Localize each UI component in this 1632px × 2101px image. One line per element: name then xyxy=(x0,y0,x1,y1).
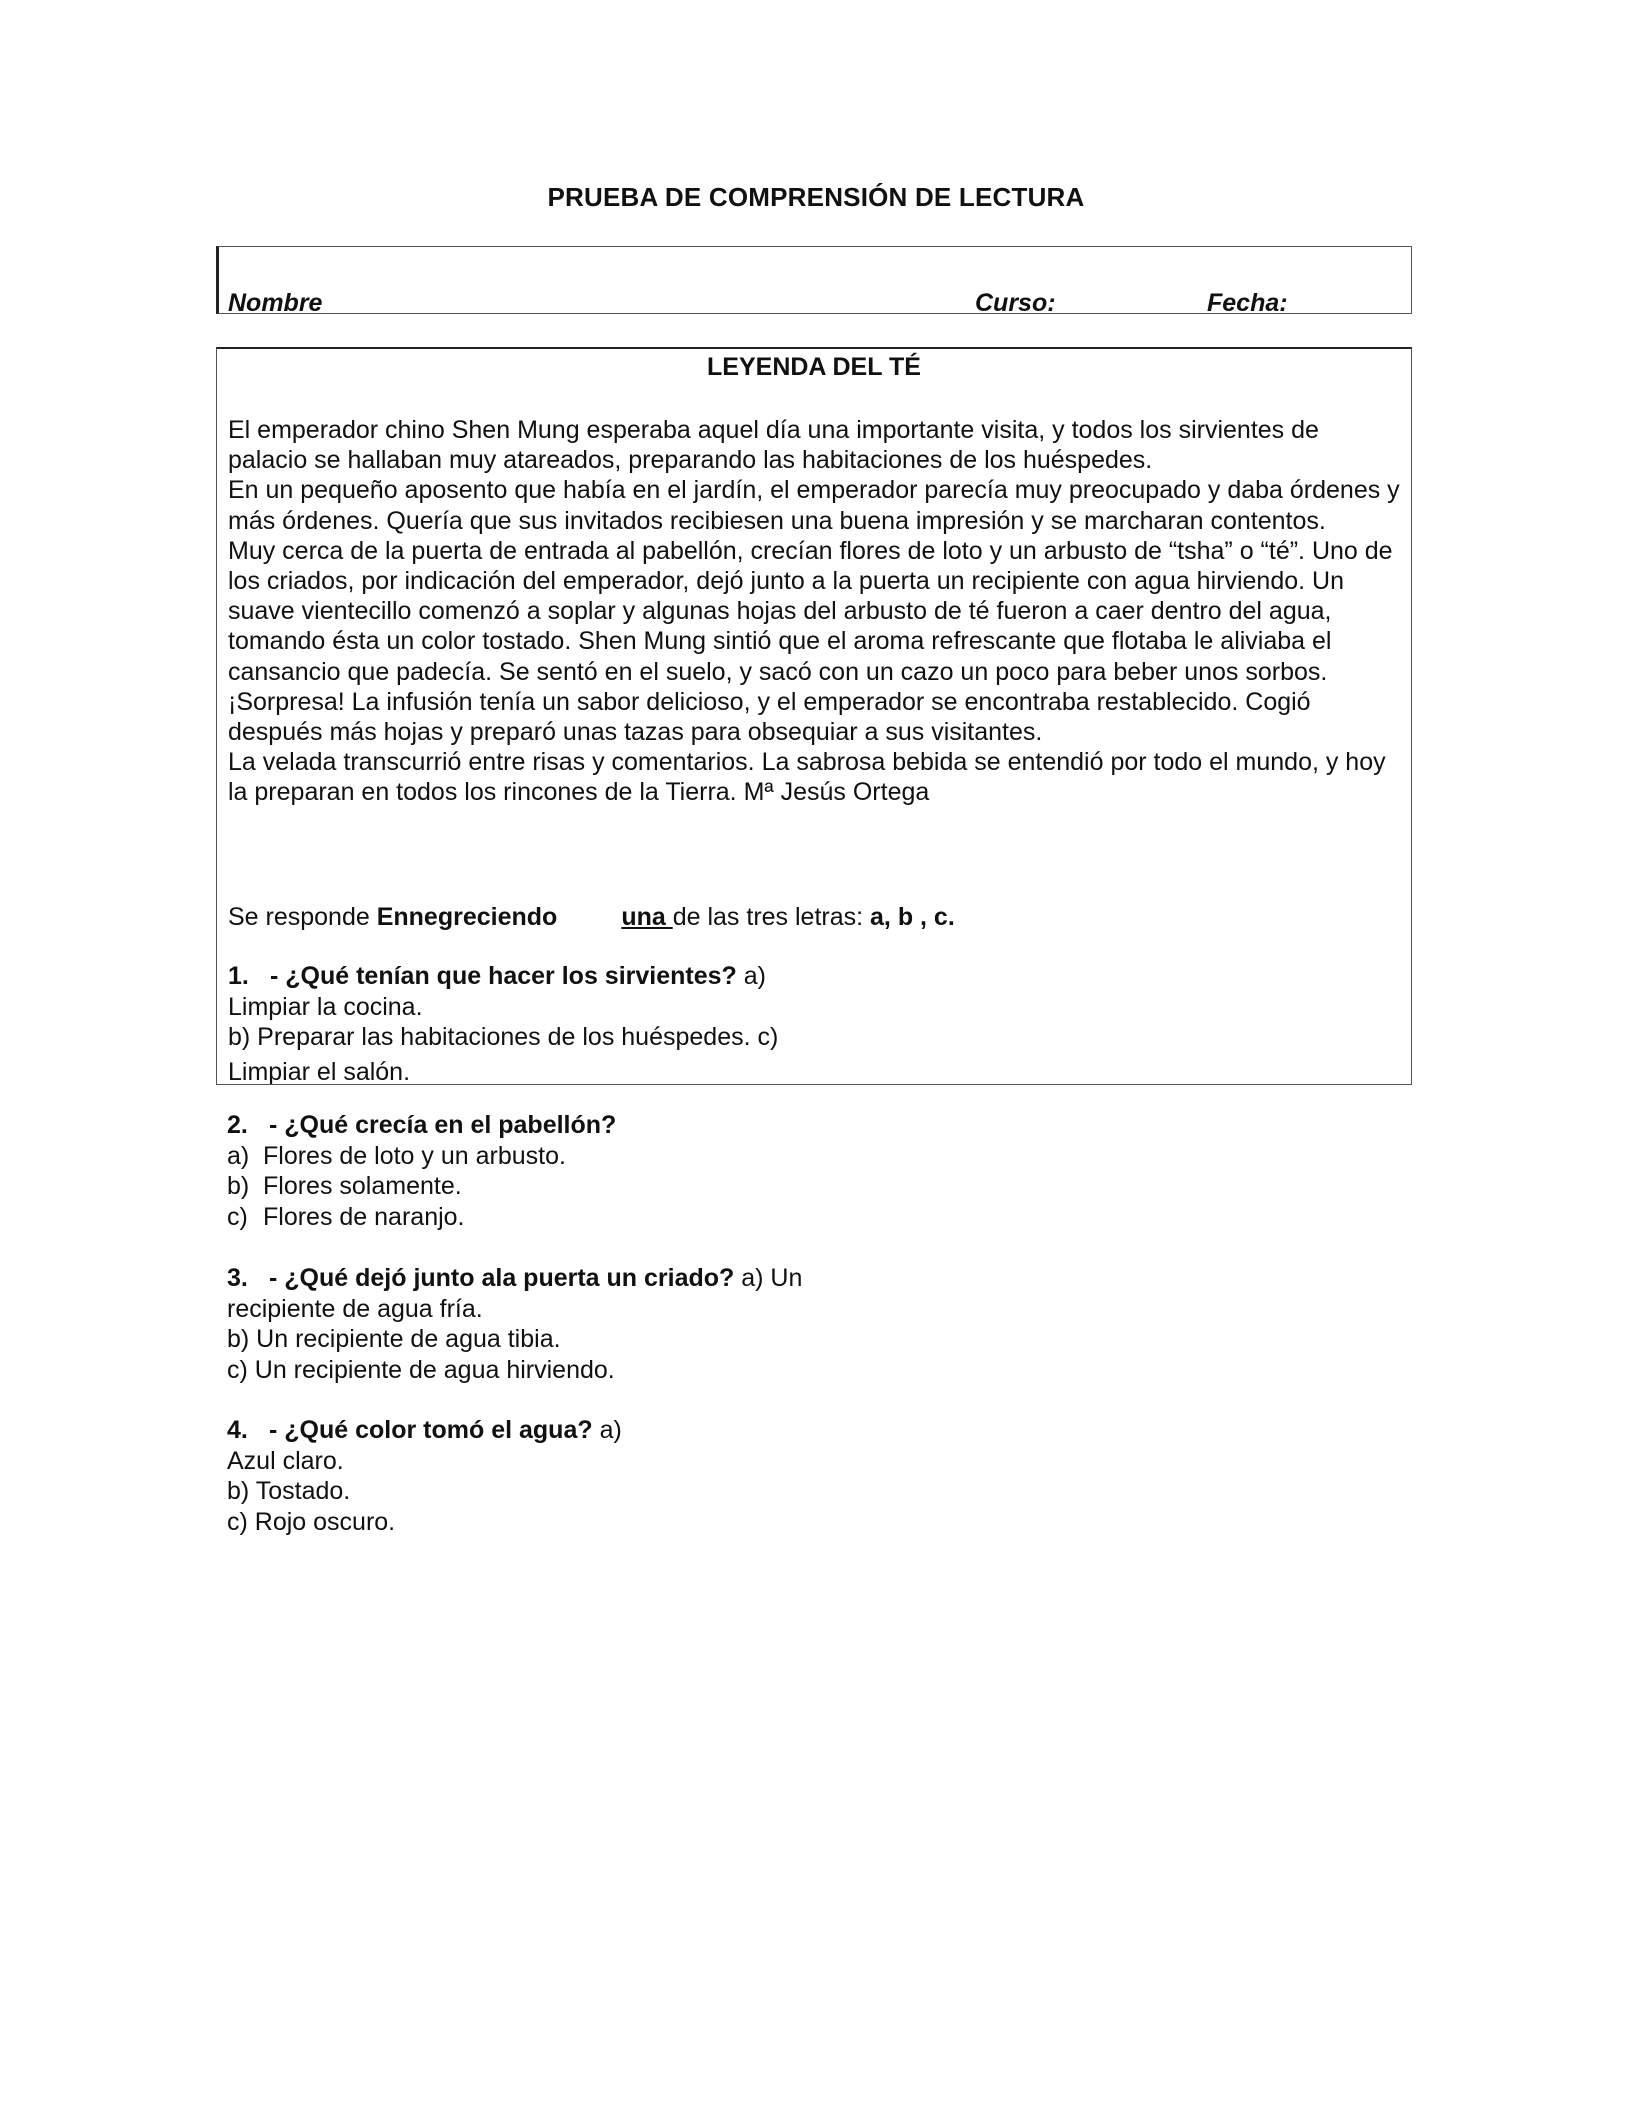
option-line: b) Tostado. xyxy=(227,1477,351,1506)
option-line: Limpiar el salón. xyxy=(228,1057,411,1085)
option-line: recipiente de agua fría. xyxy=(227,1294,483,1323)
option-letter: b) xyxy=(227,1172,250,1201)
question-2 xyxy=(227,1110,616,1232)
option-line: b) Un recipiente de agua tibia. xyxy=(227,1325,561,1354)
question-text: - ¿Qué color tomó el agua? xyxy=(269,1416,593,1444)
instruction-underlined-word: una xyxy=(621,903,673,931)
fecha-label: Fecha: xyxy=(1207,289,1288,317)
question-1 xyxy=(228,961,778,1085)
reading-box xyxy=(216,347,1412,1085)
instruction-middle: de las tres letras: xyxy=(672,903,864,931)
question-number: 4. xyxy=(227,1416,248,1444)
option-text: Flores solamente. xyxy=(263,1172,462,1201)
option-line xyxy=(227,1202,616,1233)
nombre-label: Nombre xyxy=(228,289,323,317)
question-text: - ¿Qué tenían que hacer los sirvientes? xyxy=(270,962,737,990)
option-letter: a) xyxy=(227,1141,250,1170)
question-text: - ¿Qué crecía en el pabellón? xyxy=(269,1111,617,1139)
question-number: 3. xyxy=(227,1264,248,1292)
option-line xyxy=(227,1171,616,1202)
option-line: a) Un xyxy=(734,1264,803,1292)
reading-text xyxy=(228,415,1403,808)
instruction-letters: a, b , c. xyxy=(863,903,955,931)
option-line: c) Un recipiente de agua hirviendo. xyxy=(227,1355,615,1384)
page-title: PRUEBA DE COMPRENSIÓN DE LECTURA xyxy=(547,182,1085,212)
paragraph: La velada transcurrió entre risas y comentarios. La sabrosa bebida se entendió por todo el mundo, y hoy la preparan en todos los rincones de la Tierra. Mª Jesús Ortega xyxy=(228,748,1386,807)
question-number: 1. xyxy=(228,962,249,990)
option-letter: c) xyxy=(227,1202,248,1231)
curso-label: Curso: xyxy=(975,289,1056,317)
instruction-bold-word: Ennegreciendo xyxy=(376,903,558,931)
question-number: 2. xyxy=(227,1111,248,1139)
option-text: Flores de loto y un arbusto. xyxy=(263,1141,566,1170)
paragraph: En un pequeño aposento que había en el jardín, el emperador parecía muy preocupado y daba órdenes y más órdenes. Quería que sus invitados recibiesen una buena impresión y se marcharan contentos. xyxy=(228,476,1400,535)
instruction-line xyxy=(228,903,955,932)
option-line: Azul claro. xyxy=(227,1446,344,1475)
instruction-prefix: Se responde xyxy=(228,903,377,931)
option-line xyxy=(227,1141,616,1172)
option-line: c) Rojo oscuro. xyxy=(227,1507,396,1536)
paragraph: Muy cerca de la puerta de entrada al pabellón, crecían flores de loto y un arbusto de “tsha” o “té”. Uno de los criados, por indicación del emperador, dejó junto a la puerta un recipiente con agua hirviendo. Un suave vientecillo comenzó a soplar y algunas hojas del arbusto de té fueron a caer dentro del agua, tomando ésta un color tostado. Shen Mung sintió que el aroma refrescante que flotaba le aliviaba el cansancio que padecía. Se sentó en el suelo, y sacó con un cazo un poco para beber unos sorbos. ¡Sorpresa! La infusión tenía un sabor delicioso, y el emperador se encontraba restablecido. Cogió después más hojas y preparó unas tazas para obsequiar a sus visitantes. xyxy=(228,536,1393,747)
question-4 xyxy=(227,1415,622,1537)
option-line: a) xyxy=(736,962,766,990)
question-text: - ¿Qué dejó junto ala puerta un criado? xyxy=(269,1264,735,1292)
option-line: a) xyxy=(592,1416,622,1444)
paragraph: El emperador chino Shen Mung esperaba aquel día una importante visita, y todos los sirvientes de palacio se hallaban muy atareados, preparando las habitaciones de los huéspedes. xyxy=(228,416,1319,475)
reading-title: LEYENDA DEL TÉ xyxy=(707,353,921,381)
question-3 xyxy=(227,1263,802,1385)
option-text: Flores de naranjo. xyxy=(263,1202,465,1231)
option-line: Limpiar la cocina. xyxy=(228,992,423,1021)
student-info-box xyxy=(216,246,1412,317)
option-line: b) Preparar las habitaciones de los huéspedes. c) xyxy=(228,1023,779,1052)
